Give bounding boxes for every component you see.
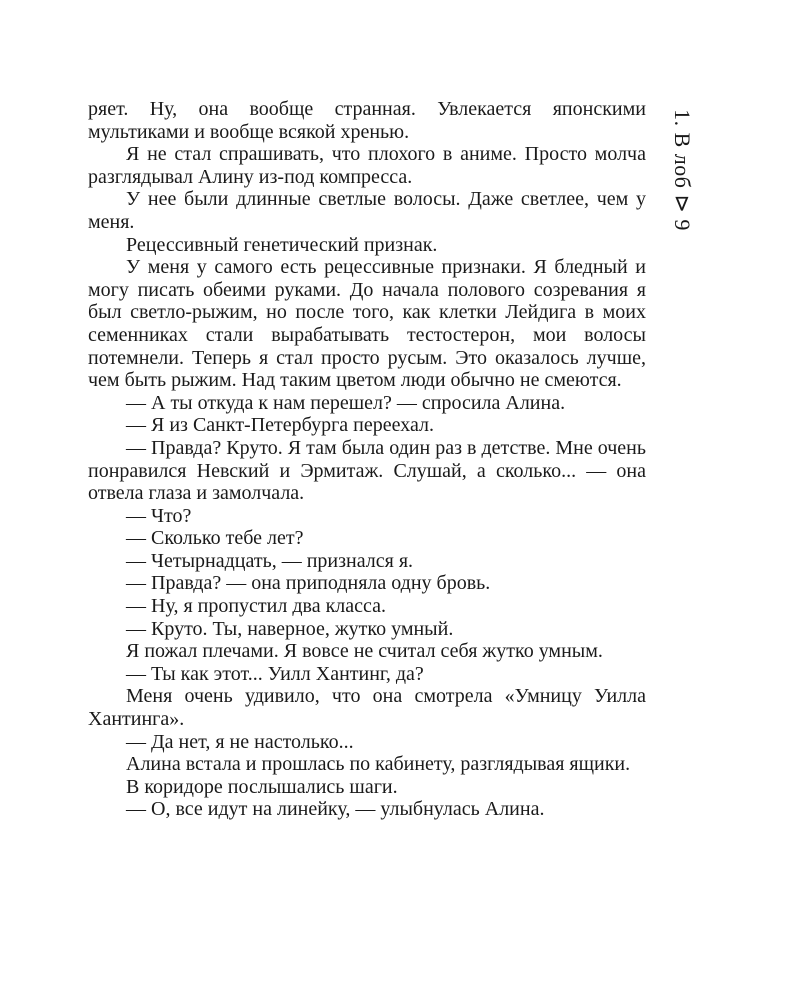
page-body-text (88, 98, 646, 821)
dialogue-line: — А ты откуда к нам перешел? — спросила Алина. (126, 391, 566, 414)
paragraph: В коридоре послышались шаги. (126, 775, 398, 798)
dialogue-line: — Ну, я пропустил два класса. (126, 595, 387, 618)
running-head (660, 100, 704, 240)
dialogue-line: — О, все идут на линейку, — улыбнулась Алина. (126, 798, 545, 821)
paragraph: Меня очень удивило, что она смотрела «Умницу Уилла Хантинга». (88, 685, 646, 731)
dialogue-line: — Я из Санкт-Петербурга переехал. (126, 414, 434, 437)
dialogue-line: — Правда? — она приподняла одну бровь. (126, 572, 491, 595)
dialogue-line: — Да нет, я не настолько... (126, 730, 354, 753)
paragraph: У нее были длинные светлые волосы. Даже светлее, чем у меня. (88, 188, 646, 233)
dialogue-line: — Правда? Круто. Я там была один раз в детстве. Мне очень понравился Невский и Эрмитаж. Слушай, а сколько... — она отвела глаза и замолчала. (88, 436, 646, 505)
dialogue-line: — Что? (126, 504, 192, 527)
paragraph: ряет. Ну, она вообще странная. Увлекается японскими мультиками и вообще всякой хренью. (88, 98, 646, 143)
dialogue-line: — Ты как этот... Уилл Хантинг, да? (126, 662, 424, 685)
dialogue-line: — Четырнадцать, — признался я. (126, 549, 414, 572)
paragraph: Я не стал спрашивать, что плохого в аниме. Просто молча разглядывал Алину из-под компресса. (88, 143, 646, 188)
running-head-text: 1. В лоб ⊳ 9 (670, 109, 695, 231)
paragraph: Я пожал плечами. Я вовсе не считал себя жутко умным. (126, 640, 603, 663)
paragraph: Рецессивный генетический признак. (126, 233, 438, 256)
dialogue-line: — Сколько тебе лет? (126, 527, 304, 550)
dialogue-line: — Круто. Ты, наверное, жутко умный. (126, 617, 454, 640)
paragraph: Алина встала и прошлась по кабинету, разглядывая ящики. (126, 753, 631, 776)
paragraph: У меня у самого есть рецессивные признаки. Я бледный и могу писать обеими руками. До начала полового созревания я был светло-рыжим, но после того, как клетки Лейдига в моих семенниках стали вырабатывать тестостерон, мои волосы потемнели. Теперь я стал просто русым. Это оказалось лучше, чем быть рыжим. Над таким цветом люди обычно не смеются. (88, 256, 646, 392)
